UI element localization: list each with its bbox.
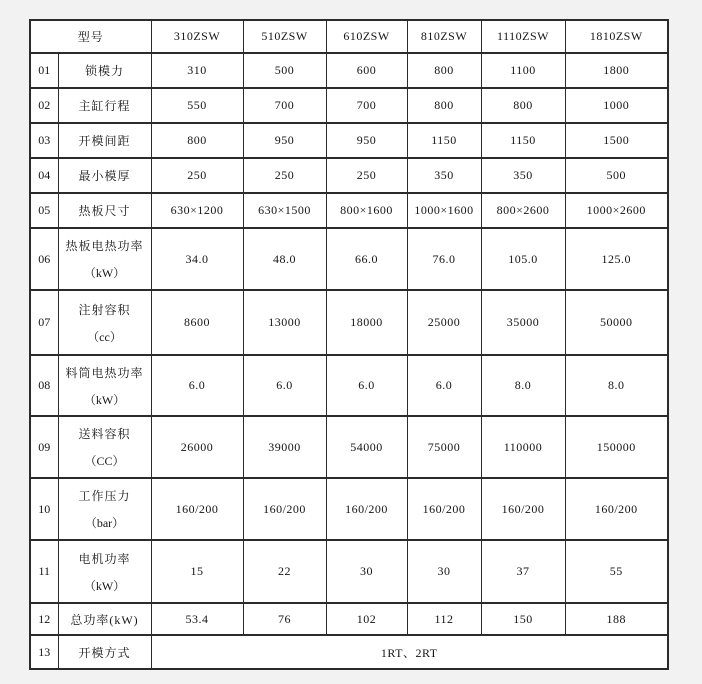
cell-value: 800×2600 [481,193,565,228]
cell-value: 8.0 [565,355,668,416]
model-column-title: 型号 [30,20,151,53]
cell-value: 950 [326,123,407,158]
cell-value: 35000 [481,290,565,355]
row-label: 开模间距 [58,123,151,158]
cell-value: 150 [481,603,565,635]
model-header-610zsw: 610ZSW [326,20,407,53]
cell-value: 110000 [481,416,565,478]
row-label: 最小模厚 [58,158,151,193]
cell-value: 600 [326,53,407,88]
cell-value: 76.0 [407,228,481,290]
row-label [58,416,151,478]
cell-value: 1100 [481,53,565,88]
row-label-text: 料筒电热功率 [65,365,144,380]
row-number: 10 [30,478,58,540]
table-row-clamping-force [30,53,668,88]
cell-value: 630×1200 [151,193,243,228]
row-label [58,540,151,603]
row-label-text: 热板电热功率 [65,239,144,253]
cell-value: 800 [151,123,243,158]
cell-value: 102 [326,603,407,635]
cell-value: 6.0 [326,355,407,416]
cell-value: 75000 [407,416,481,478]
row-number: 07 [30,290,58,355]
cell-value: 250 [151,158,243,193]
cell-value: 500 [565,158,668,193]
row-number: 05 [30,193,58,228]
cell-value: 630×1500 [243,193,326,228]
table-row-hot-plate-size [30,193,668,228]
table-row-motor-power [30,540,668,603]
cell-value: 1000 [565,88,668,123]
row-label-text: 电机功率 [78,551,131,566]
model-header-810zsw: 810ZSW [407,20,481,53]
row-number: 12 [30,603,58,635]
model-header-1810zsw: 1810ZSW [565,20,668,53]
cell-value: 53.4 [151,603,243,635]
cell-value: 18000 [326,290,407,355]
row-number: 13 [30,635,58,669]
table-row-hot-plate-heating-power [30,228,668,290]
model-header-310zsw: 310ZSW [151,20,243,53]
cell-value: 34.0 [151,228,243,290]
row-unit: （kW） [83,392,126,407]
cell-value: 66.0 [326,228,407,290]
row-number: 01 [30,53,58,88]
cell-value: 8600 [151,290,243,355]
row-label-text: 送料容积 [78,427,131,441]
cell-value: 160/200 [151,478,243,540]
row-unit: （kW） [83,266,126,280]
cell-value: 1150 [481,123,565,158]
cell-value: 105.0 [481,228,565,290]
table-row-barrel-heating-power [30,355,668,416]
cell-value: 48.0 [243,228,326,290]
cell-value: 800 [407,53,481,88]
cell-value: 6.0 [407,355,481,416]
cell-value: 1150 [407,123,481,158]
cell-value: 6.0 [243,355,326,416]
row-label [58,290,151,355]
row-label: 开模方式 [58,635,151,669]
row-label-text: 注射容积 [78,302,131,317]
cell-value: 160/200 [326,478,407,540]
cell-value: 6.0 [151,355,243,416]
cell-value: 39000 [243,416,326,478]
cell-value: 160/200 [565,478,668,540]
cell-value: 160/200 [481,478,565,540]
cell-value: 25000 [407,290,481,355]
cell-value: 125.0 [565,228,668,290]
table-row-mold-opening-method [30,635,668,669]
cell-value: 700 [243,88,326,123]
row-number: 06 [30,228,58,290]
row-label: 主缸行程 [58,88,151,123]
cell-value: 1800 [565,53,668,88]
row-number: 04 [30,158,58,193]
table-row-feed-volume [30,416,668,478]
cell-value: 26000 [151,416,243,478]
row-unit: （CC） [84,454,125,468]
table-row-min-mold-thickness [30,158,668,193]
merged-value-cell: 1RT、2RT [151,635,668,669]
row-label [58,478,151,540]
cell-value: 800 [481,88,565,123]
cell-value: 1000×1600 [407,193,481,228]
cell-value: 500 [243,53,326,88]
cell-value: 160/200 [243,478,326,540]
spec-table [29,19,669,670]
cell-value: 37 [481,540,565,603]
cell-value: 13000 [243,290,326,355]
cell-value: 160/200 [407,478,481,540]
row-label [58,355,151,416]
row-label [58,228,151,290]
table-row-main-cylinder-stroke [30,88,668,123]
cell-value: 30 [326,540,407,603]
table-row-total-power [30,603,668,635]
row-label-text: 工作压力 [78,489,131,503]
cell-value: 800 [407,88,481,123]
cell-value: 550 [151,88,243,123]
row-number: 11 [30,540,58,603]
table-row-mold-opening-distance [30,123,668,158]
model-header-510zsw: 510ZSW [243,20,326,53]
cell-value: 54000 [326,416,407,478]
cell-value: 310 [151,53,243,88]
row-number: 02 [30,88,58,123]
cell-value: 112 [407,603,481,635]
cell-value: 700 [326,88,407,123]
cell-value: 1000×2600 [565,193,668,228]
cell-value: 1500 [565,123,668,158]
cell-value: 350 [407,158,481,193]
cell-value: 55 [565,540,668,603]
cell-value: 350 [481,158,565,193]
cell-value: 250 [243,158,326,193]
cell-value: 250 [326,158,407,193]
row-unit: （kW） [83,578,126,593]
cell-value: 30 [407,540,481,603]
row-number: 08 [30,355,58,416]
row-label: 总功率(kW) [58,603,151,635]
cell-value: 22 [243,540,326,603]
cell-value: 15 [151,540,243,603]
cell-value: 150000 [565,416,668,478]
table-row-injection-volume [30,290,668,355]
cell-value: 76 [243,603,326,635]
row-number: 03 [30,123,58,158]
header-row [30,20,668,53]
cell-value: 50000 [565,290,668,355]
table-row-working-pressure [30,478,668,540]
model-header-1110zsw: 1110ZSW [481,20,565,53]
cell-value: 800×1600 [326,193,407,228]
cell-value: 8.0 [481,355,565,416]
row-unit: （cc） [87,329,122,344]
cell-value: 950 [243,123,326,158]
row-number: 09 [30,416,58,478]
row-label: 热板尺寸 [58,193,151,228]
cell-value: 188 [565,603,668,635]
row-label: 锁模力 [58,53,151,88]
row-unit: （bar） [84,516,125,530]
